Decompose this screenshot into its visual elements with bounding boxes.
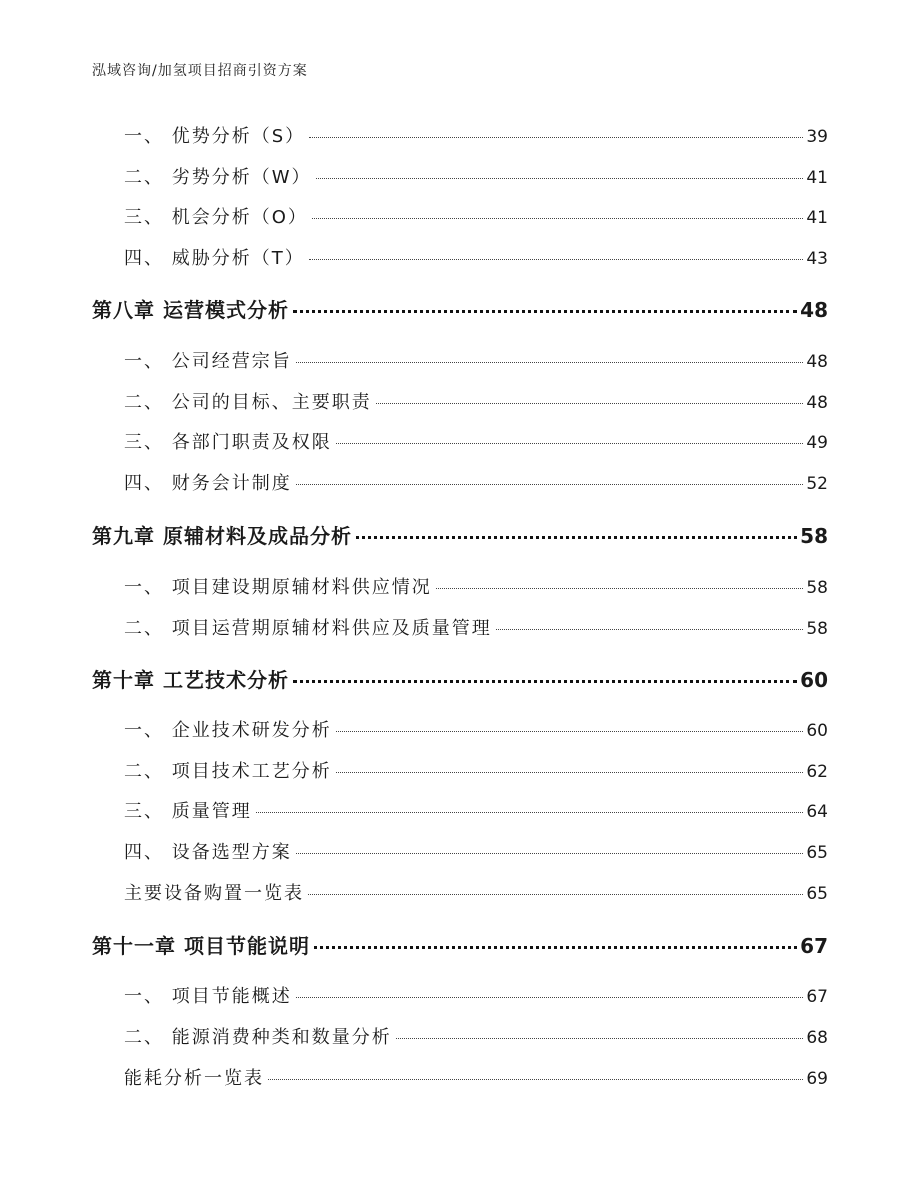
toc-page-number: 65 — [806, 884, 828, 904]
dot-leader — [336, 731, 804, 732]
dot-leader — [496, 629, 804, 630]
toc-page-number: 69 — [806, 1069, 828, 1089]
dot-leader — [296, 484, 804, 485]
toc-entry-title: 主要设备购置一览表 — [124, 883, 304, 904]
toc-entry-company-goals[interactable] — [0, 388, 920, 418]
toc-page-number: 41 — [806, 208, 828, 228]
toc-entry-title: 一、 企业技术研发分析 — [124, 720, 332, 741]
dot-leader — [336, 443, 804, 444]
toc-entry-business-purpose[interactable] — [0, 347, 920, 377]
toc-entry-swot-opportunities[interactable] — [0, 203, 920, 233]
toc-page-number: 43 — [806, 249, 828, 269]
toc-entry-equipment-list[interactable] — [0, 879, 920, 909]
toc-chapter-10[interactable] — [0, 664, 920, 694]
toc-page-number: 67 — [800, 934, 828, 958]
toc-page-number: 64 — [806, 802, 828, 822]
toc-page-number: 60 — [806, 721, 828, 741]
toc-page-number: 65 — [806, 843, 828, 863]
toc-entry-title: 四、 设备选型方案 — [124, 842, 292, 863]
dot-leader — [314, 946, 797, 949]
toc-chapter-9[interactable] — [0, 520, 920, 550]
toc-page-number: 39 — [806, 127, 828, 147]
toc-entry-quality-management[interactable] — [0, 797, 920, 827]
toc-page-number: 48 — [806, 393, 828, 413]
dot-leader — [296, 853, 804, 854]
dot-leader — [296, 997, 804, 998]
toc-entry-title: 三、 各部门职责及权限 — [124, 432, 332, 453]
dot-leader — [396, 1038, 804, 1039]
dot-leader — [293, 310, 797, 313]
toc-entry-energy-table[interactable] — [0, 1064, 920, 1094]
toc-entry-title: 一、 公司经营宗旨 — [124, 351, 292, 372]
dot-leader — [336, 772, 804, 773]
toc-page-number: 62 — [806, 762, 828, 782]
toc-entry-title: 二、 能源消费种类和数量分析 — [124, 1027, 392, 1048]
toc-entry-accounting-system[interactable] — [0, 469, 920, 499]
toc-entry-energy-consumption[interactable] — [0, 1023, 920, 1053]
toc-chapter-title: 第十一章 项目节能说明 — [92, 934, 310, 958]
toc-entry-title: 二、 项目技术工艺分析 — [124, 761, 332, 782]
toc-page-number: 68 — [806, 1028, 828, 1048]
toc-entry-title: 一、 项目建设期原辅材料供应情况 — [124, 577, 432, 598]
toc-entry-operation-materials[interactable] — [0, 614, 920, 644]
dot-leader — [436, 588, 804, 589]
dot-leader — [309, 259, 804, 260]
toc-entry-title: 一、 项目节能概述 — [124, 986, 292, 1007]
toc-chapter-title: 第八章 运营模式分析 — [92, 298, 289, 322]
toc-entry-department-duties[interactable] — [0, 428, 920, 458]
toc-entry-title: 三、 质量管理 — [124, 801, 252, 822]
dot-leader — [268, 1079, 803, 1080]
toc-page-number: 58 — [800, 524, 828, 548]
toc-entry-title: 二、 劣势分析（W） — [124, 167, 312, 188]
toc-entry-title: 能耗分析一览表 — [124, 1068, 264, 1089]
dot-leader — [312, 218, 803, 219]
toc-entry-energy-overview[interactable] — [0, 982, 920, 1012]
toc-entry-title: 四、 威胁分析（T） — [124, 248, 305, 269]
dot-leader — [356, 536, 797, 539]
dot-leader — [256, 812, 804, 813]
dot-leader — [376, 403, 804, 404]
dot-leader — [316, 178, 804, 179]
toc-chapter-title: 第十章 工艺技术分析 — [92, 668, 289, 692]
toc-entry-equipment-selection[interactable] — [0, 838, 920, 868]
dot-leader — [308, 894, 803, 895]
toc-page-number: 58 — [806, 578, 828, 598]
page-header: 泓域咨询/加氢项目招商引资方案 — [92, 63, 308, 79]
toc-entry-process-analysis[interactable] — [0, 757, 920, 787]
toc-page-number: 52 — [806, 474, 828, 494]
toc-page-number: 41 — [806, 168, 828, 188]
toc-entry-swot-strengths[interactable] — [0, 122, 920, 152]
toc-chapter-11[interactable] — [0, 930, 920, 960]
toc-entry-swot-weaknesses[interactable] — [0, 163, 920, 193]
toc-page-number: 48 — [806, 352, 828, 372]
toc-page-number: 49 — [806, 433, 828, 453]
toc-page-number: 67 — [806, 987, 828, 1007]
dot-leader — [296, 362, 804, 363]
toc-entry-swot-threats[interactable] — [0, 244, 920, 274]
toc-entry-title: 四、 财务会计制度 — [124, 473, 292, 494]
toc-entry-title: 一、 优势分析（S） — [124, 126, 306, 147]
toc-entry-title: 二、 公司的目标、主要职责 — [124, 392, 372, 413]
toc-page-number: 58 — [806, 619, 828, 639]
dot-leader — [309, 137, 803, 138]
dot-leader — [293, 680, 797, 683]
toc-entry-title: 三、 机会分析（O） — [124, 207, 308, 228]
toc-entry-rnd-analysis[interactable] — [0, 716, 920, 746]
toc-page-number: 48 — [800, 298, 828, 322]
toc-entry-construction-materials[interactable] — [0, 573, 920, 603]
toc-chapter-8[interactable] — [0, 294, 920, 324]
toc-entry-title: 二、 项目运营期原辅材料供应及质量管理 — [124, 618, 492, 639]
toc-chapter-title: 第九章 原辅材料及成品分析 — [92, 524, 352, 548]
toc-page-number: 60 — [800, 668, 828, 692]
